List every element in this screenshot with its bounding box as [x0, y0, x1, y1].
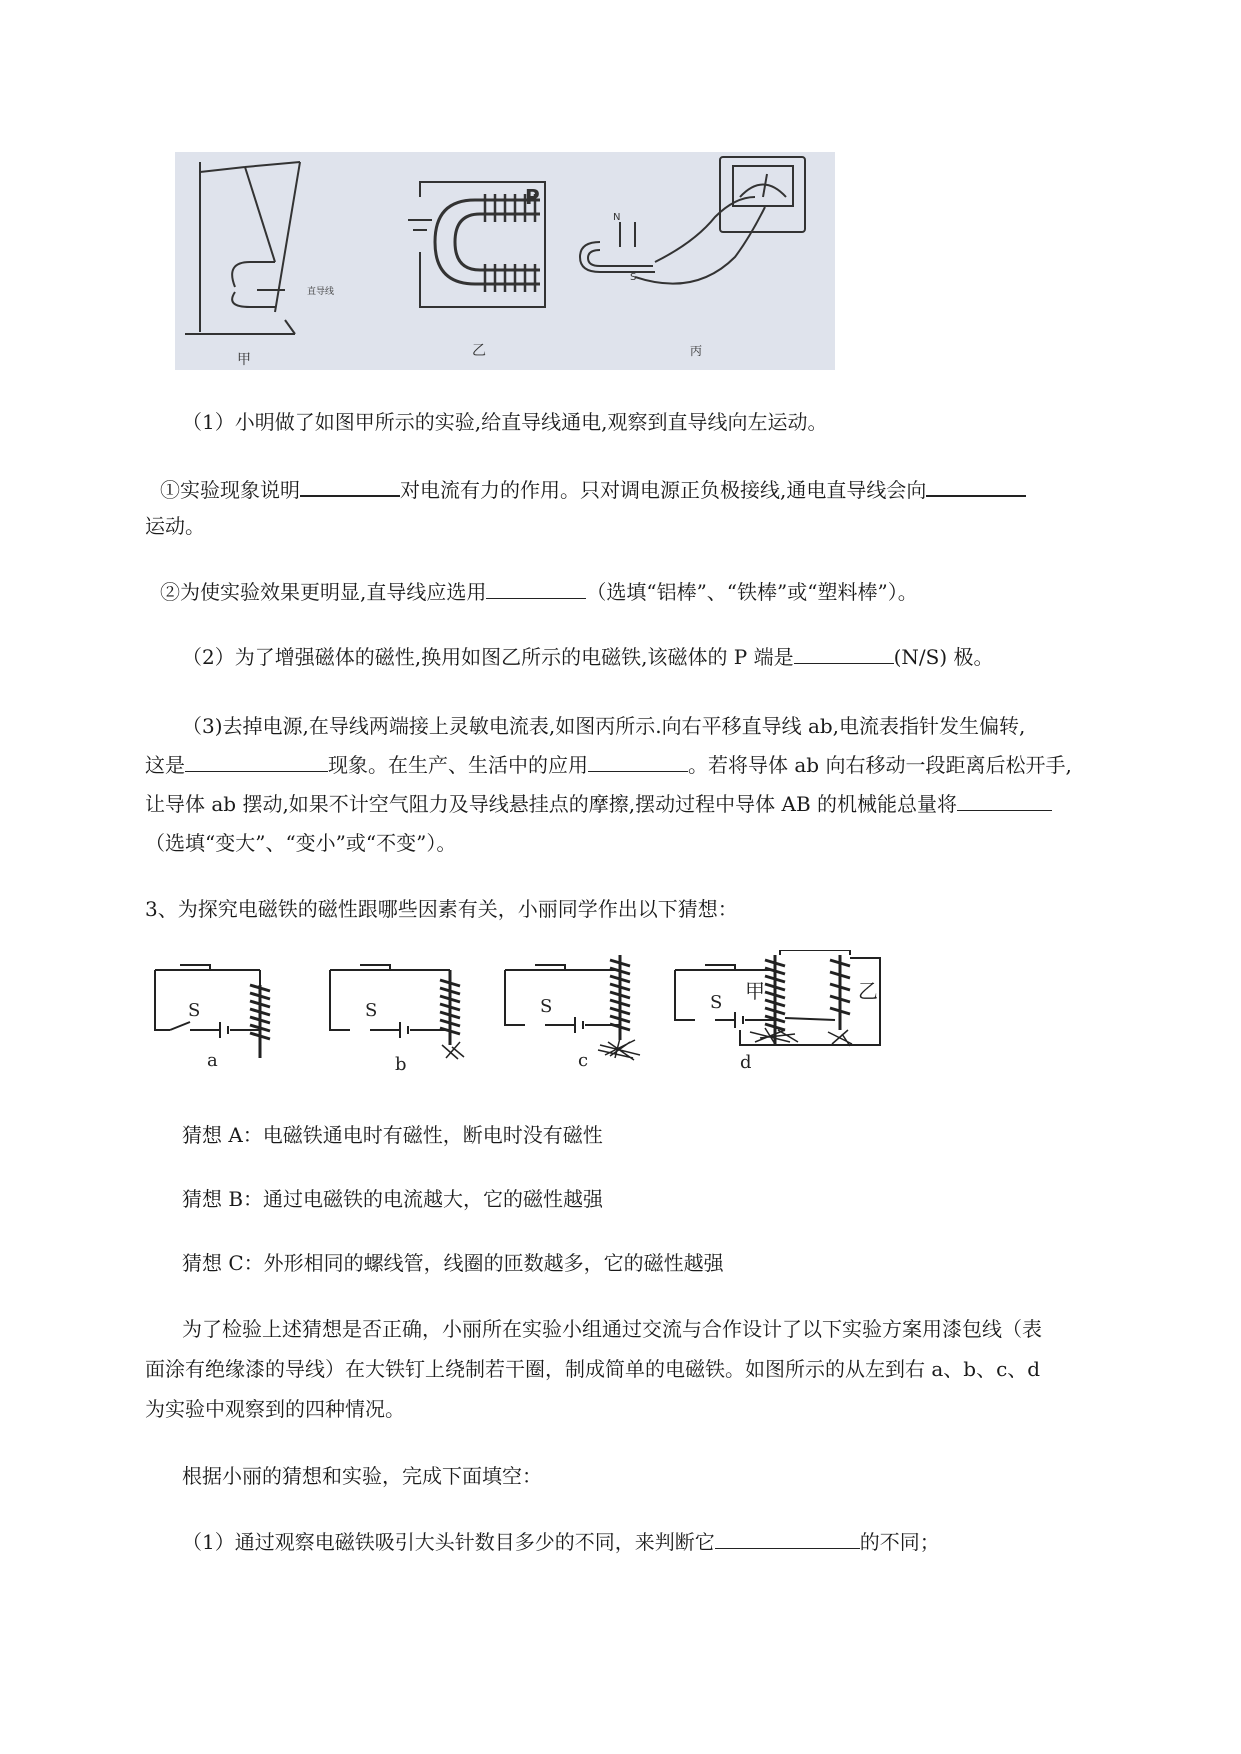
guess-a: 猜想 A：电磁铁通电时有磁性，断电时没有磁性	[182, 1123, 603, 1147]
q3-part1-text-1: （1）通过观察电磁铁吸引大头针数目多少的不同，来判断它	[182, 1530, 715, 1554]
answer-blank[interactable]	[715, 1528, 860, 1549]
figure-1-drawing	[175, 152, 835, 370]
q3-para2: 根据小丽的猜想和实验，完成下面填空：	[182, 1464, 542, 1488]
q3-para1-line1: 为了检验上述猜想是否正确，小丽所在实验小组通过交流与合作设计了以下实验方案用漆包线（表	[182, 1317, 1042, 1341]
q2-part1-b	[160, 578, 918, 606]
q3-title: 3、为探究电磁铁的磁性跟哪些因素有关，小丽同学作出以下猜想：	[145, 897, 738, 921]
q2-part3-text-b: 现象。在生产、生活中的应用	[328, 753, 588, 777]
q3-para1-line3: 为实验中观察到的四种情况。	[145, 1397, 405, 1421]
answer-blank[interactable]	[588, 751, 688, 772]
q2-part1-intro: （1）小明做了如图甲所示的实验,给直导线通电,观察到直导线向左运动。	[182, 410, 828, 434]
label-jia-d: 甲	[745, 979, 765, 1003]
q3-part1-text-2: 的不同；	[859, 1530, 940, 1554]
q2-part1-a-text-1: ①实验现象说明	[160, 478, 300, 502]
answer-blank[interactable]	[486, 578, 586, 599]
q2-part1-b-text-2: （选填“铝棒”、“铁棒”或“塑料棒”）。	[586, 580, 918, 604]
q2-part1-a-text-2: 对电流有力的作用。只对调电源正负极接线,通电直导线会向	[400, 478, 927, 502]
switch-label-c: S	[540, 996, 553, 1017]
figure-electromagnet-abcd	[150, 950, 930, 1075]
figure-experiment-jia-yi-bing	[175, 152, 835, 370]
switch-label-a: S	[188, 1000, 201, 1021]
figure-label-b: b	[395, 1054, 407, 1075]
q2-part3-text-d: 让导体 ab 摆动,如果不计空气阻力及导线悬挂点的摩擦,摆动过程中导体 AB 的机械能总量将	[145, 792, 958, 816]
figure-label-d: d	[740, 1052, 752, 1073]
q3-para1-line2: 面涂有绝缘漆的导线）在大铁钉上绕制若干圈，制成简单的电磁铁。如图所示的从左到右 a、b、c、d	[145, 1357, 1041, 1381]
q2-part1-b-text-1: ②为使实验效果更明显,直导线应选用	[160, 580, 487, 604]
label-n: N	[613, 212, 621, 223]
label-yi-d: 乙	[858, 979, 878, 1003]
q2-part3-line1: （3)去掉电源,在导线两端接上灵敏电流表,如图丙所示.向右平移直导线 ab,电流表指针发生偏转,	[182, 714, 1026, 738]
answer-blank[interactable]	[794, 643, 894, 664]
q2-part2-text-1: （2）为了增强磁体的磁性,换用如图乙所示的电磁铁,该磁体的 P 端是	[182, 645, 794, 669]
q2-part1-a-cont: 运动。	[145, 514, 205, 538]
q2-part3-line3	[145, 790, 1052, 818]
guess-b: 猜想 B：通过电磁铁的电流越大，它的磁性越强	[182, 1187, 604, 1211]
q2-part2-text-2: (N/S) 极。	[893, 645, 994, 669]
answer-blank[interactable]	[300, 475, 400, 497]
label-bing: 丙	[690, 344, 703, 358]
switch-label-b: S	[365, 1000, 378, 1021]
label-yi: 乙	[472, 343, 486, 359]
q3-part1	[182, 1528, 940, 1556]
q2-part1-a	[160, 475, 1026, 504]
figure-2-drawing	[150, 950, 930, 1075]
label-p: P	[525, 185, 540, 209]
q2-part2	[182, 643, 994, 671]
switch-label-d: S	[710, 992, 723, 1013]
q2-part3-line4: （选填“变大”、“变小”或“不变”）。	[145, 831, 457, 855]
guess-c: 猜想 C：外形相同的螺线管，线圈的匝数越多，它的磁性越强	[182, 1251, 724, 1275]
q2-part3-text-a: 这是	[145, 753, 185, 777]
q2-part3-text-c: 。若将导体 ab 向右移动一段距离后松开手,	[688, 753, 1072, 777]
answer-blank[interactable]	[185, 751, 328, 772]
label-jia: 甲	[237, 352, 251, 368]
answer-blank[interactable]	[957, 790, 1052, 811]
label-wire: 直导线	[307, 287, 335, 297]
label-s: S	[630, 272, 637, 283]
figure-label-c: c	[578, 1050, 589, 1071]
figure-label-a: a	[207, 1050, 218, 1071]
q2-part3-line2	[145, 751, 1072, 779]
answer-blank[interactable]	[926, 475, 1026, 497]
